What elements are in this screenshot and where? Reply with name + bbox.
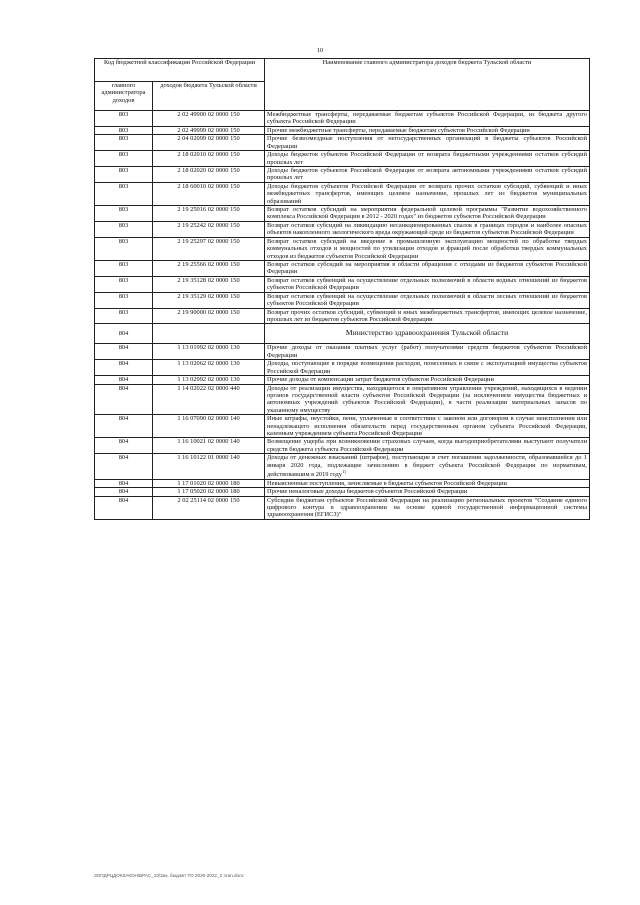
- admin-code-cell: 804: [95, 324, 153, 344]
- table-row: [95, 292, 590, 308]
- admin-code-cell: 803: [95, 292, 153, 308]
- income-name-cell: Доходы, поступающие в порядке возмещения расходов, понесенных в связи с эксплуатацией имущества субъектов Российской Федерации: [265, 360, 590, 376]
- income-code-cell: 2 02 49900 02 0000 150: [153, 111, 265, 127]
- admin-code-cell: 803: [95, 237, 153, 260]
- income-name-cell: Доходы от денежных взысканий (штрафов), поступающие в счет погашения задолженности, образовавшейся до 1 января 2020 года, подлежащие зачислению в бюджет субъекта Российской Федерации по нормативам, действовавшим в 2019 году$^{1)}$: [265, 454, 590, 479]
- table-row: [95, 135, 590, 151]
- admin-code-cell: 803: [95, 221, 153, 237]
- table-row: [95, 237, 590, 260]
- name-column-header: Наименование главного администратора доходов бюджета Тульской области: [265, 59, 590, 111]
- income-code-cell: 2 18 02020 02 0000 150: [153, 166, 265, 182]
- table-row: [95, 415, 590, 438]
- table-row: [95, 166, 590, 182]
- income-code-cell: 1 13 01992 02 0000 130: [153, 344, 265, 360]
- table-row: [95, 206, 590, 222]
- admin-code-cell: 804: [95, 479, 153, 487]
- table-row: [95, 438, 590, 454]
- income-code-cell: 2 18 60010 02 0000 150: [153, 182, 265, 205]
- admin-code-cell: 803: [95, 276, 153, 292]
- income-name-cell: Доходы от реализации имущества, находящегося в оперативном управлении учреждений, находящихся в ведении органов государственной власти субъектов Российской Федерации (за исключением имущества бюджетных и автономных учреждений субъектов Российской Федерации), в части реализации материальных запасов по указанному имуществу: [265, 384, 590, 415]
- income-name-cell: Невыясненные поступления, зачисляемые в бюджеты субъектов Российской Федерации: [265, 479, 590, 487]
- income-name-cell: Возврат остатков субвенций на осуществление отдельных полномочий в области лесных отношений из бюджетов субъектов Российской Федерации: [265, 292, 590, 308]
- table-row: [95, 496, 590, 519]
- admin-column-header: главного администратора доходов: [95, 82, 153, 111]
- table-row: [95, 384, 590, 415]
- table-row: [95, 126, 590, 134]
- admin-code-cell: 803: [95, 126, 153, 134]
- table-row: [95, 454, 590, 479]
- income-code-cell: 2 02 25114 02 0000 150: [153, 496, 265, 519]
- admin-code-cell: 804: [95, 376, 153, 384]
- section-header-row: [95, 324, 590, 344]
- income-name-cell: Иные штрафы, неустойки, пени, уплаченные в соответствии с законом или договором в случае неисполнения или ненадлежащего исполнения обязательств перед государственным органом субъекта Российской Федерации, казенным учреждением субъекта Российской Федерации: [265, 415, 590, 438]
- income-code-cell: 2 19 25297 02 0000 150: [153, 237, 265, 260]
- income-code-cell: 2 19 25016 02 0000 150: [153, 206, 265, 222]
- income-code-cell: 2 19 35128 02 0000 150: [153, 276, 265, 292]
- table-row: [95, 182, 590, 205]
- table-row: [95, 360, 590, 376]
- income-code-cell: 2 19 35129 02 0000 150: [153, 292, 265, 308]
- income-code-cell: 2 19 25566 02 0000 150: [153, 261, 265, 277]
- admin-code-cell: 804: [95, 360, 153, 376]
- income-name-cell: Прочие безвозмездные поступления от негосударственных организаций в бюджеты субъектов Российской Федерации: [265, 135, 590, 151]
- income-code-cell: 1 16 10021 02 0000 140: [153, 438, 265, 454]
- income-name-cell: Возврат остатков субсидий на ликвидацию несанкционированных свалок в границах городов и наиболее опасных объектов накопленного экологического вреда окружающей среде из бюджетов субъектов Российской Федерации: [265, 221, 590, 237]
- income-code-cell: 1 13 02062 02 0000 130: [153, 360, 265, 376]
- income-code-cell: 2 18 02010 02 0000 150: [153, 151, 265, 167]
- table-row: [95, 276, 590, 292]
- admin-code-cell: 804: [95, 496, 153, 519]
- admin-code-cell: 804: [95, 438, 153, 454]
- admin-code-cell: 803: [95, 261, 153, 277]
- admin-code-cell: 803: [95, 111, 153, 127]
- table-row: [95, 488, 590, 496]
- income-name-cell: Министерство здравоохранения Тульской области: [265, 324, 590, 344]
- admin-code-cell: 803: [95, 308, 153, 324]
- admin-code-cell: 804: [95, 454, 153, 479]
- income-name-cell: Прочие неналоговые доходы бюджетов субъектов Российской Федерации: [265, 488, 590, 496]
- admin-code-cell: 803: [95, 166, 153, 182]
- income-code-cell: 1 13 02992 02 0000 130: [153, 376, 265, 384]
- income-code-cell: 2 02 49999 02 0000 150: [153, 126, 265, 134]
- admin-code-cell: 803: [95, 206, 153, 222]
- income-name-cell: Прочие доходы от оказания платных услуг (работ) получателями средств бюджетов субъектов Российской Федерации: [265, 344, 590, 360]
- income-code-cell: [153, 324, 265, 344]
- income-name-cell: Межбюджетные трансферты, передаваемые бюджетам субъектов Российской Федерации, из бюджета другого субъекта Российской Федерации: [265, 111, 590, 127]
- admin-code-cell: 803: [95, 151, 153, 167]
- income-name-cell: Возврат остатков субвенций на осуществление отдельных полномочий в области водных отношений из бюджетов субъектов Российской Федерации: [265, 276, 590, 292]
- admin-code-cell: 803: [95, 135, 153, 151]
- income-name-cell: Возврат остатков субсидий на мероприятия федеральной целевой программы "Развитие водохозяйственного комплекса Российской Федерации в 2012 - 2020 годах" из бюджетов субъектов Российской Федерации: [265, 206, 590, 222]
- income-code-cell: 1 16 07090 02 0000 140: [153, 415, 265, 438]
- income-name-cell: Доходы бюджетов субъектов Российской Федерации от возврата бюджетными учреждениями остатков субсидий прошлых лет: [265, 151, 590, 167]
- income-code-cell: 1 14 02022 02 0000 440: [153, 384, 265, 415]
- income-name-cell: Возмещение ущерба при возникновении страховых случаев, когда выгодоприобретателями выступают получатели средств бюджета субъекта Российской Федерации: [265, 438, 590, 454]
- admin-code-cell: 804: [95, 384, 153, 415]
- code-column-header: Код бюджетной классификации Российской Федерации: [95, 59, 265, 82]
- income-code-cell: 2 19 25242 02 0000 150: [153, 221, 265, 237]
- table-row: [95, 308, 590, 324]
- income-name-cell: Доходы бюджетов субъектов Российской Федерации от возврата автономными учреждениями остатков субсидий прошлых лет: [265, 166, 590, 182]
- page-number: 10: [316, 47, 324, 54]
- income-code-cell: 1 16 10122 01 0000 140: [153, 454, 265, 479]
- table-row: [95, 111, 590, 127]
- admin-code-cell: 804: [95, 344, 153, 360]
- income-name-cell: Субсидии бюджетам субъектов Российской Федерации на реализацию региональных проектов "Создание единого цифрового контура в здравоохранении на основе единой государственной информационной системы здравоохранения (ЕГИСЗ)": [265, 496, 590, 519]
- income-name-cell: Прочие межбюджетные трансферты, передаваемые бюджетам субъектов Российской Федерации: [265, 126, 590, 134]
- table-row: [95, 221, 590, 237]
- table-row: [95, 479, 590, 487]
- income-name-cell: Доходы бюджетов субъектов Российской Федерации от возврата прочих остатков субсидий, субвенций и иных межбюджетных трансфертов, имеющих целевое назначение, прошлых лет из бюджетов муниципальных образований: [265, 182, 590, 205]
- admin-code-cell: 804: [95, 415, 153, 438]
- admin-code-cell: 804: [95, 488, 153, 496]
- income-code-cell: 1 17 05020 02 0000 180: [153, 488, 265, 496]
- admin-code-cell: 803: [95, 182, 153, 205]
- income-code-cell: 2 19 90000 02 0000 150: [153, 308, 265, 324]
- income-name-cell: Возврат прочих остатков субсидий, субвенций и иных межбюджетных трансфертов, имеющих целевое назначение, прошлых лет из бюджетов субъектов Российской Федерации: [265, 308, 590, 324]
- table-row: [95, 376, 590, 384]
- table-row: [95, 261, 590, 277]
- table-row: [95, 344, 590, 360]
- income-name-cell: Возврат остатков субсидий на введение в промышленную эксплуатацию мощностей по обработке твердых коммунальных отходов и мощностей по утилизации отходов и фракций после обработки твердых коммунальных отходов из бюджетов субъектов Российской Федерации: [265, 237, 590, 260]
- income-code-cell: 2 04 02099 02 0000 150: [153, 135, 265, 151]
- footnote-marker: 1): [342, 469, 346, 475]
- table-body: [95, 111, 590, 520]
- file-path-footer: ЗОПДРЦДОКЗАКОН\ВРАС_10\Зак. бюджет ТО 2020-2022_2 этап.docx: [94, 873, 244, 878]
- table-row: [95, 151, 590, 167]
- income-name-cell: Возврат остатков субсидий на мероприятия в области обращения с отходами из бюджетов субъектов Российской Федерации: [265, 261, 590, 277]
- budget-classification-table: [94, 58, 590, 520]
- income-column-header: доходов бюджета Тульской области: [153, 82, 265, 111]
- income-code-cell: 1 17 01020 02 0000 180: [153, 479, 265, 487]
- income-name-cell: Прочие доходы от компенсации затрат бюджетов субъектов Российской Федерации: [265, 376, 590, 384]
